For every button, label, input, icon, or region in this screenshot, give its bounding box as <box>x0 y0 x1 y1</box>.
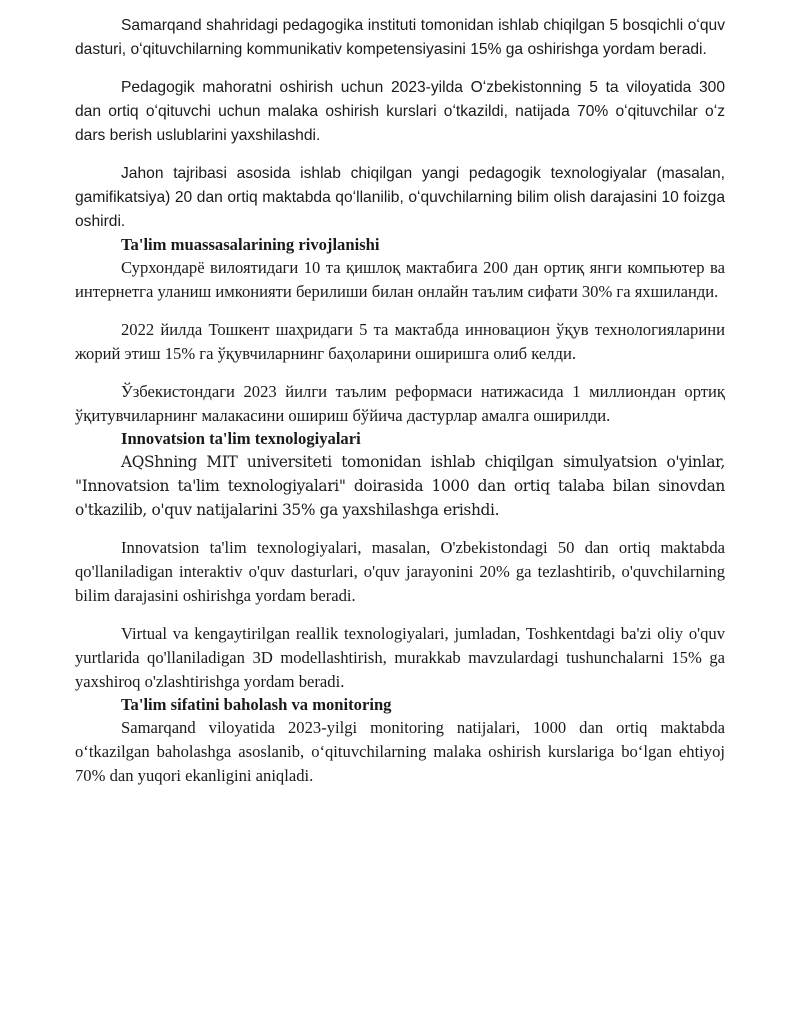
paragraph-innovation-3: Virtual va kengaytirilgan reallik texnologiyalari, jumladan, Toshkentdagi ba'zi oliy o'quv yurtlarida qo'llaniladigan 3D modellashtirish, murakkab mavzulardagi tushunchalarni 15% ga yaxshiroq o'zlashtirishga yordam beradi. <box>75 624 725 691</box>
paragraph-innovation-1: AQShning MIT universiteti tomonidan ishlab chiqilgan simulyatsion o'yinlar, "Innovatsion ta'lim texnologiyalari" doirasida 1000 dan ortiq talaba bilan sinovdan o'tkazilib, o'quv natijalarini 35% ga yaxshilashga erishdi. <box>75 453 725 519</box>
paragraph-intro-3: Jahon tajribasi asosida ishlab chiqilgan yangi pedagogik texnologiyalar (masalan, gamifikatsiya) 20 dan ortiq maktabda qoʻllanilib, oʻquvchilarning bilim olish darajasini 10 foizga oshirdi. <box>75 165 725 230</box>
paragraph-monitoring-1: Samarqand viloyatida 2023-yilgi monitoring natijalari, 1000 dan ortiq maktabda oʻtkazilgan baholashga asoslanib, oʻqituvchilarning malaka oshirish kurslariga boʻlgan ehtiyoj 70% dan yuqori ekanligini aniqladi. <box>75 718 725 785</box>
paragraph-institutions-2: 2022 йилда Тошкент шаҳридаги 5 та мактабда инновацион ўқув технологияларини жорий этиш 15% га ўқувчиларнинг баҳоларини оширишга олиб келди. <box>75 320 725 363</box>
paragraph-intro-2: Pedagogik mahoratni oshirish uchun 2023-yilda Oʻzbekistonning 5 ta viloyatida 300 dan ortiq oʻqituvchi uchun malaka oshirish kurslari oʻtkazildi, natijada 70% oʻqituvchilar oʻz dars berish uslublarini yaxshilashdi. <box>75 79 725 144</box>
section-heading-innovation: Innovatsion ta'lim texnologiyalari <box>121 429 361 448</box>
paragraph-institutions-3: Ўзбекистондаги 2023 йилги таълим реформаси натижасида 1 миллиондан ортиқ ўқитувчиларнинг малакасини ошириш бўйича дастурлар амалга оширилди. <box>75 382 725 425</box>
paragraph-innovation-2: Innovatsion ta'lim texnologiyalari, masalan, O'zbekistondagi 50 dan ortiq maktabda qo'llaniladigan interaktiv o'quv dasturlari, o'quv jarayonini 20% ga tezlashtirib, o'quvchilarning bilim darajasini oshirishga yordam beradi. <box>75 538 725 605</box>
paragraph-intro-1: Samarqand shahridagi pedagogika instituti tomonidan ishlab chiqilgan 5 bosqichli oʻquv dasturi, oʻqituvchilarning kommunikativ kompetensiyasini 15% ga oshirishga yordam beradi. <box>75 17 725 58</box>
document-page <box>75 14 725 788</box>
paragraph-institutions-1: Сурхондарё вилоятидаги 10 та қишлоқ мактабига 200 дан ортиқ янги компьютер ва интернетга уланиш имконияти берилиши билан онлайн таълим сифати 30% га яхшиланди. <box>75 258 725 301</box>
section-heading-institutions: Ta'lim muassasalarining rivojlanishi <box>121 235 380 254</box>
section-heading-monitoring: Ta'lim sifatini baholash va monitoring <box>121 695 392 714</box>
